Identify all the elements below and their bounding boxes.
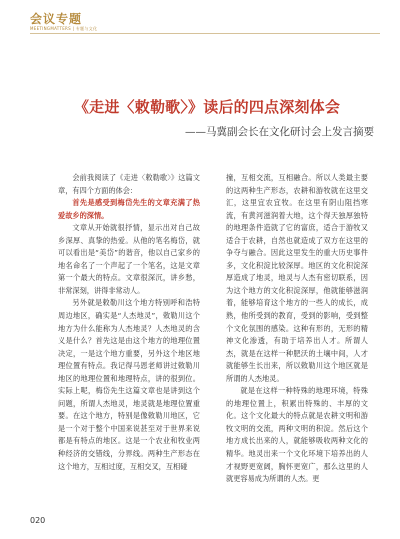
article-subtitle: ——马冀副会长在文化研讨会上发言摘要 <box>185 126 374 138</box>
magazine-section-label: MEETINGMATTERS | 专题与文化 <box>30 26 98 31</box>
paragraph-continued: 撞，互相交流，互相融合。所以人类最主要的这两种生产形态，农耕和游牧就在这里交汇，这里宜农宜牧。在这里有阴山阻挡寒流，有黄河滋润着大地，这个得天独厚独特的地理条件造就了它的富庶，适合于游牧又适合于农耕，自然也就造成了双方在这里的争夺与融合。因此这里发生的重大历史事件多，文化积淀比较深厚。地区的文化积淀深厚造成了地灵，地灵与人杰有密切联系，因为这个地方的文化积淀深厚，他就能够滋润着，能够培育这个地方的一些人的成长，成熟，他所受到的教育，受到的影响，受到整个文化氛围的感染。这种有形的，无形的精神文化渗透，有助于培养出人才。所谓人杰，就是在这样一种肥沃的土壤中间，人才就能够生长出来，所以敕勒川这个地区就是所谓的人杰地灵。 <box>226 173 368 383</box>
paragraph-highlight: 首先是感受到梅岱先生的文章充满了热爱故乡的深情。 <box>58 198 200 220</box>
left-text-column <box>58 172 200 473</box>
right-text-column <box>226 172 368 486</box>
paragraph: 另外就是敕勒川这个地方特别呼和浩特周边地区，确实是“人杰地灵”，敕勒川这个地方为什么能称为人杰地灵？人杰地灵的含义是什么？首先这是由这个地方的地理位置决定，一是这个地方重要，另外这个地区地理位置有特点。我记得马恩老师讲过敕勒川地区的地理位置和地理特点，讲的很到位。实际上呢，梅岱先生这篇文章也是讲到这个问题，所谓人杰地灵，地灵就是地理位置重要。在这个地方，特别是像敕勒川地区，它是一个对于整个中国来说甚至对于世界来说都是有特点的地区。这是一个农业和牧业两种经济的交错线，分界线。两种生产形态在这个地方，互相过度，互相交叉，互相碰 <box>58 298 200 471</box>
paragraph: 文章从开始就很抒情，显示出对自己故乡深厚、真挚的热爱。从他的笔名梅岱，就可以看出是“美岱”的谐音，他以自己家乡的地名命名了一个声起了一个笔名，这是文章第一个最大的特点。文章很深沉，讲乡愁，非常深刻，讲得非常动人。 <box>58 223 200 295</box>
magazine-logo: 会议专题 <box>30 12 83 26</box>
paragraph: 会前我阅读了《走进〈敕勒歌〉》这篇文章，有四个方面的体会： <box>58 173 200 195</box>
article-title: 《走进〈敕勒歌〉》读后的四点深刻体会 <box>73 98 341 116</box>
header-divider <box>30 33 380 34</box>
paragraph: 就是在这样一种特殊的地理环境，特殊的地理位置上，积累出特殊的、丰厚的文化。这个文化最大的特点就是农耕文明和游牧文明的交流，两种文明的积淀。然后这个地方成长出来的人，就能够吸收两种文化的精华。地灵出来一个文化环境下培养出的人才视野更宽阔，胸怀更宽广，那么这里的人就更容易成为所谓的人杰。更 <box>226 386 368 484</box>
page-number: 020 <box>30 516 46 525</box>
